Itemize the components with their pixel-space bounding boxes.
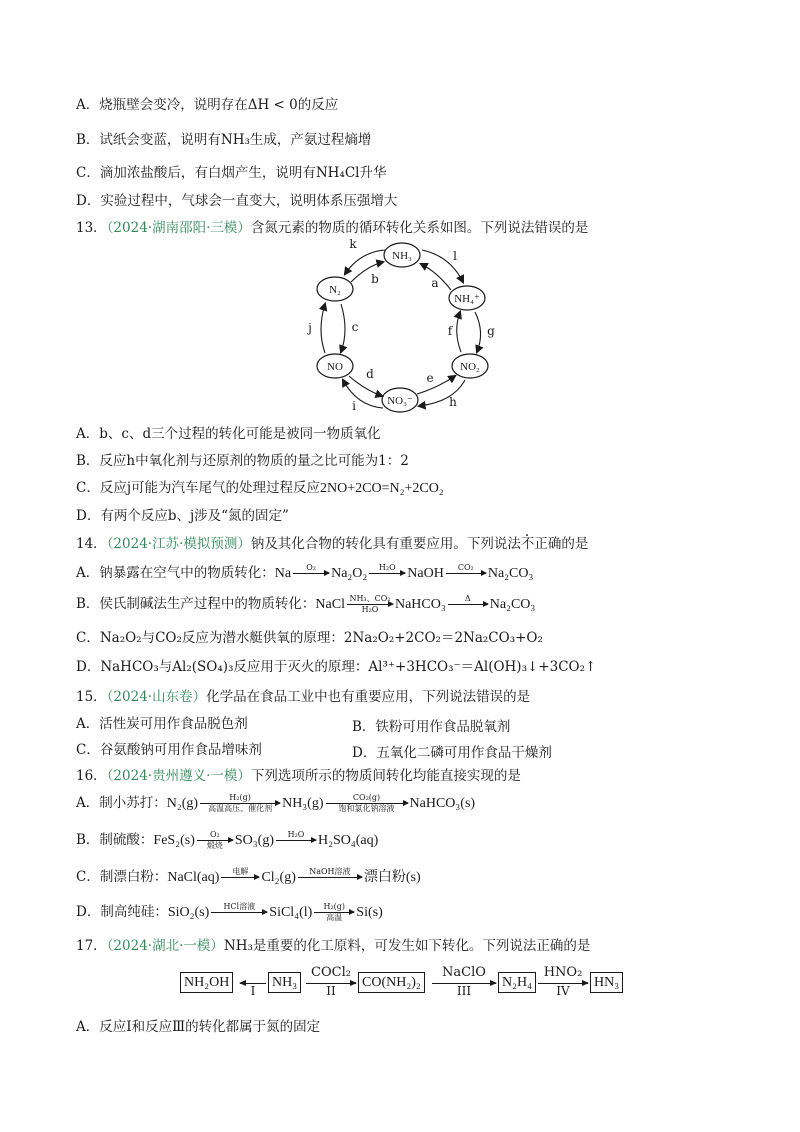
arrow-label: a	[431, 276, 439, 290]
species: Na₂CO₃	[487, 566, 534, 581]
q17-reaction-scheme	[180, 966, 640, 1006]
condition	[211, 914, 267, 922]
option-text: A．制小苏打：	[76, 795, 167, 811]
q16-option-d	[76, 903, 383, 922]
arrow-label: l	[453, 249, 457, 263]
species-box: CO(NH₂)₂	[358, 972, 425, 993]
reaction-arrow: COCl₂ II	[306, 966, 356, 998]
condition: 高温高压、催化剂	[208, 804, 273, 813]
question-source: （2024·山东卷）	[106, 689, 207, 705]
species-box: NH₂OH	[180, 972, 233, 993]
q12-option-c: C．滴加浓盐酸后，有白烟产生，说明有NH₄Cl升华	[76, 165, 387, 181]
species: NaCl(aq)	[167, 870, 220, 885]
q14-option-d: D．NaHCO₃与Al₂(SO₄)₃反应用于灭火的原理：Al³⁺+3HCO₃⁻＝Al(OH)₃↓+3CO₂↑	[76, 659, 597, 675]
q12-option-a: A．烧瓶壁会变冷，说明存在ΔH < 0的反应	[76, 97, 339, 113]
condition: O₂	[306, 563, 316, 572]
species: Na	[274, 566, 292, 581]
species: Na₂O₂	[331, 566, 368, 581]
node-label: NO₃⁻	[387, 395, 413, 407]
arrow-label: g	[487, 324, 495, 338]
q16-option-a	[76, 794, 475, 813]
arrow-label: h	[449, 395, 457, 409]
arrow-g	[475, 312, 481, 352]
node-label: NO₂	[460, 361, 480, 373]
question-number: 17．	[76, 938, 107, 954]
question-number: 14．	[76, 536, 107, 552]
q15-stem	[76, 688, 530, 706]
question-source: （2024·贵州遵义·一模）	[106, 768, 251, 784]
equation: 2NO+2CO=N₂+2CO₂	[320, 481, 444, 496]
arrow-label: c	[351, 320, 359, 334]
q16-stem	[76, 767, 521, 785]
q13-option-a: A．b、c、d三个过程的转化可能是被同一物质氧化	[76, 426, 381, 442]
q12-option-d: D．实验过程中，气球会一直变大，说明体系压强增大	[76, 193, 398, 209]
condition: Δ	[464, 594, 471, 603]
species: NaHCO₃(s)	[409, 796, 476, 811]
species: SO₃(g)	[234, 833, 274, 848]
species: NH₃(g)	[282, 796, 324, 811]
species-box: NH₃	[268, 972, 301, 993]
question-number: 13．	[76, 220, 107, 236]
species: Cl₂(g)	[261, 870, 296, 885]
q15-option-a: A．活性炭可用作食品脱色剂	[76, 716, 248, 732]
condition: O₂	[209, 830, 220, 839]
q14-option-c: C．Na₂O₂与CO₂反应为潜水艇供氧的原理：2Na₂O₂+2CO₂＝2Na₂CO₃+O₂	[76, 630, 543, 646]
q13-stem	[76, 219, 588, 237]
option-text: A．钠暴露在空气中的物质转化：	[76, 565, 275, 581]
node-label: NH₄⁺	[454, 293, 480, 305]
arrow-label: j	[308, 321, 312, 335]
q17-option-a: A．反应Ⅰ和反应Ⅲ的转化都属于氮的固定	[76, 1019, 321, 1035]
q14-option-a	[76, 564, 533, 583]
emphasis-not: 不	[520, 536, 535, 552]
condition: 饱和氯化钠溶液	[338, 804, 395, 813]
q13-option-b: B．反应h中氧化剂与还原剂的物质的量之比可能为1：2	[76, 453, 409, 469]
question-text: 钠及其化合物的转化具有重要应用。下列说法	[250, 536, 521, 552]
nitrogen-cycle-diagram	[305, 238, 505, 418]
arrow-e	[417, 376, 455, 394]
reaction-arrow: HNO₂ IV	[538, 966, 588, 998]
option-text: D．制高纯硅：	[76, 904, 168, 920]
condition: 电解	[232, 867, 249, 876]
condition: NaOH溶液	[309, 867, 351, 876]
condition: NH₃、CO₂	[349, 594, 391, 603]
species: FeS₂(s)	[153, 833, 195, 848]
arrow-label: k	[349, 238, 357, 251]
q14-option-b	[76, 595, 535, 614]
species: Na₂CO₃	[489, 597, 536, 612]
question-text: 下列选项所示的物质间转化均能直接实现的是	[250, 768, 521, 784]
condition: 高温	[326, 913, 343, 922]
species: SiO₂(s)	[167, 905, 210, 920]
q14-stem	[76, 535, 588, 553]
species-box: HN₃	[590, 972, 623, 993]
condition: HCl溶液	[223, 902, 256, 911]
arrow-label: i	[352, 399, 356, 413]
species: SiCl₄(l)	[269, 905, 313, 920]
question-text: 正确的是	[534, 536, 589, 552]
question-source: （2024·湖南邵阳·三模）	[106, 220, 251, 236]
question-number: 16．	[76, 768, 107, 784]
condition: CO₂	[457, 563, 474, 572]
arrow-f	[457, 312, 461, 352]
species-box: N₂H₄	[498, 972, 536, 993]
species: Si(s)	[356, 905, 383, 920]
node-label: NH₃	[392, 250, 412, 262]
question-number: 15．	[76, 689, 107, 705]
reaction-arrow: NaClO III	[432, 966, 496, 998]
species: NaCl	[315, 597, 345, 612]
q15-option-c: C．谷氨酸钠可用作食品增味剂	[76, 742, 262, 758]
arrow-label: e	[426, 371, 434, 385]
condition: 煅烧	[206, 841, 223, 850]
option-text: B．制硫酸：	[76, 832, 154, 848]
question-text: 化学品在食品工业中也有重要应用，下列说法错误的是	[206, 689, 531, 705]
species: NaOH	[407, 566, 444, 581]
species: NaHCO₃	[394, 597, 446, 612]
q16-option-c	[76, 868, 421, 887]
arrow-c	[341, 304, 345, 352]
q16-option-b	[76, 831, 378, 850]
option-text: C．反应j可能为汽车尾气的处理过程反应	[76, 480, 321, 496]
condition: H₂O	[361, 605, 379, 614]
condition: H₂O	[287, 830, 305, 839]
q13-option-c	[76, 479, 444, 498]
question-source: （2024·湖北·一模）	[106, 938, 224, 954]
q13-option-d: D．有两个反应b、j涉及“氮的固定”	[76, 508, 289, 524]
question-source: （2024·江苏·模拟预测）	[106, 536, 251, 552]
question-text: 含氮元素的物质的循环转化关系如图。下列说法错误的是	[250, 220, 589, 236]
question-text: NH₃是重要的化工原料，可发生如下转化。下列说法正确的是	[223, 938, 591, 954]
q15-option-b: B．铁粉可用作食品脱氧剂	[352, 719, 511, 735]
arrow-label: f	[447, 324, 453, 338]
q15-option-d: D．五氧化二磷可用作食品干燥剂	[352, 745, 552, 761]
condition: H₂(g)	[323, 902, 346, 911]
species: 漂白粉(s)	[363, 870, 421, 885]
species: N₂(g)	[166, 796, 199, 811]
node-label: N₂	[329, 284, 341, 296]
condition: CO₂(g)	[352, 793, 381, 802]
arrow-j	[321, 304, 325, 353]
arrow-label: d	[366, 367, 374, 381]
q17-stem	[76, 937, 590, 955]
option-text: B．侯氏制碱法生产过程中的物质转化：	[76, 596, 316, 612]
condition: H₂(g)	[229, 793, 251, 802]
node-label: NO	[327, 361, 343, 373]
q12-option-b: B．试纸会变蓝，说明有NH₃生成，产氨过程熵增	[76, 132, 372, 148]
species: H₂SO₄(aq)	[317, 833, 379, 848]
arrow-label: b	[371, 272, 379, 286]
reaction-arrow: I	[240, 966, 266, 998]
option-text: C．制漂白粉：	[76, 869, 168, 885]
condition: H₂O	[378, 563, 396, 572]
